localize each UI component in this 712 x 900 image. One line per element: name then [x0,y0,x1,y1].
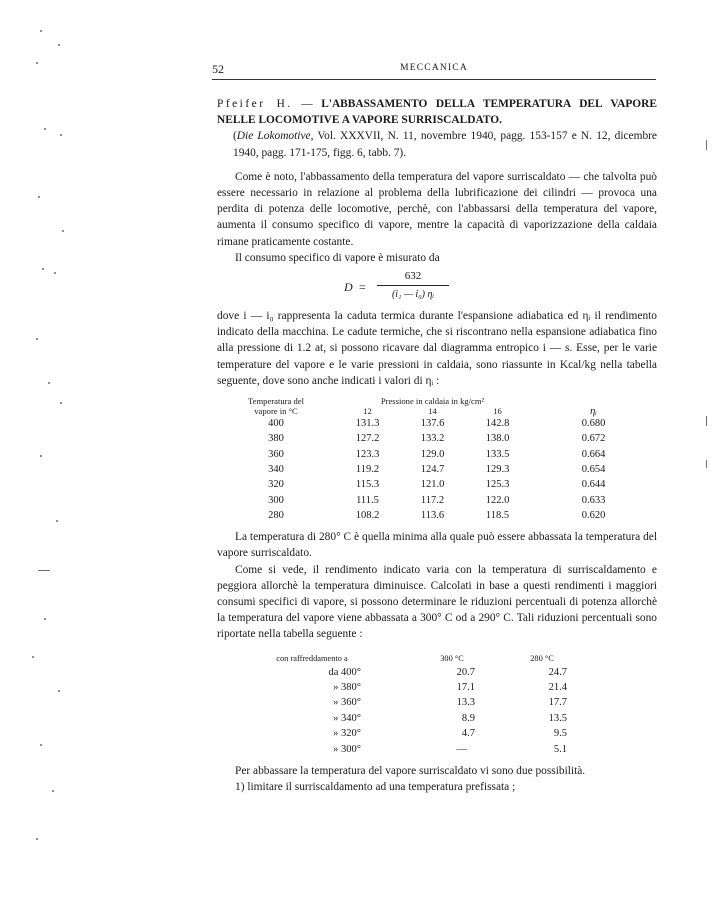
reference-citation [217,128,657,160]
table-row: » 360° 13.3 17.7 [333,697,567,709]
formula-denominator: (i₁ — i₀) ηᵢ [391,289,435,301]
reference-entry [217,96,657,128]
paragraph-consumption: Il consumo specifico di vapore è misurato da [235,251,440,264]
page-body [217,96,657,795]
reference-dash: — [292,98,322,110]
table-row: » 340° 8.9 13.5 [333,712,567,724]
list-item-first: 1) limitare il surriscaldamento ad una temperatura prefissata ; [235,781,516,794]
running-header [212,62,656,76]
paragraph-possibilities: Per abbassare la temperatura del vapore surriscaldato vi sono due possibilità. [235,764,586,777]
reference-author: Pfeifer H. [217,98,293,110]
table-row: da 400° 20.7 24.7 [328,666,567,678]
table-row: » 300° — 5.1 [333,743,567,755]
table-row: 280 108.2 113.6 118.5 0.620 [268,509,606,521]
formula-lhs: D [344,280,353,295]
table-row: 380 127.2 133.2 138.0 0.672 [268,433,606,445]
header-efficiency: ηᵢ [590,405,597,417]
table-row: 320 115.3 121.0 125.3 0.644 [268,479,606,491]
steam-consumption-formula [217,268,657,304]
table-row: » 380° 17.1 21.4 [333,681,567,693]
formula-numerator: 632 [404,270,422,283]
page-number: 52 [212,62,224,76]
header-rule [212,79,656,80]
header-300: 300 °C [440,653,464,663]
power-reduction-table [217,653,657,757]
table-row: 400 131.3 137.6 142.8 0.680 [268,418,606,430]
citation-open: ( [233,130,237,143]
table-row: » 320° 4.7 9.5 [333,728,567,740]
reference-title: L'ABBASSAMENTO DELLA TEMPERATURA DEL VAPORE NELLE LOCOMOTIVE A VAPORE SURRISCALDATO. [217,98,657,127]
header-pressure: Pressione in caldaia in kg/cm² 12 14 16 [363,396,502,416]
thermal-drop-table [217,397,657,523]
table-row: 300 111.5 117.2 122.0 0.633 [268,494,606,506]
formula-fraction-bar [377,285,449,286]
table-row: 360 123.3 129.0 133.5 0.664 [268,448,606,460]
table-header-row [217,397,657,416]
table-header-row [217,653,657,665]
citation-source: Die Lokomotive [236,130,311,143]
header-cooling: con raffreddamento a [276,653,348,663]
paragraph-thermal-drops: dove i — i₀ rappresenta la caduta termica durante l'espansione adiabatica ed ηᵢ il rendimento indicato della macchina. Le cadute termiche, che si riscontrano nella espansione adiabatica fino alla pressione di 1.2 at, si possono ricavare dal diagramma entropico i — s. Esse, per le varie temperature del vapore e le varie pressioni in caldaia, sono riassunte in Kcal/kg nella tabella seguente, dove sono anche indicati i valori di ηᵢ : [217,310,657,387]
paragraph-intro: Come è noto, l'abbassamento della temperatura del vapore surriscaldato — che talvolta può essere necessario in relazione al problema della lubrificazione dei cilindri — provoca una perdita di potenza delle locomotive, perchè, con l'abbassarsi della temperatura del vapore, aumenta il consumo specifico di vapore, mentre la capacità di vaporizzazione della caldaia rimane praticamente costante. [217,170,657,248]
header-temperature: Temperatura del vapore in °C [248,396,304,416]
formula-equals: = [359,280,366,295]
citation-details: , Vol. XXXVII, N. 11, novembre 1940, pagg. 153-157 e N. 12, dicembre 1940, pagg. 171-175, figg. 6, tabb. 7). [233,130,657,159]
header-280: 280 °C [530,653,554,663]
paragraph-minimum-temperature: La temperatura di 280° C è quella minima alla quale può essere abbassata la temperatura del vapore surriscaldato. [217,531,657,560]
running-title: MECCANICA [400,63,468,73]
paragraph-efficiency: Come si vede, il rendimento indicato varia con la temperatura di surriscaldamento e peggiora allorchè la temperatura diminuisce. Calcolati in base a questi rendimenti i maggiori consumi specifici di vapore, si possono determinare le riduzioni percentuali di potenza allorchè la temperatura del vapore viene abbassata a 300° C od a 290° C. Tali riduzioni percentuali sono riportate nella tabella seguente : [217,563,657,641]
table-row: 340 119.2 124.7 129.3 0.654 [268,463,606,475]
